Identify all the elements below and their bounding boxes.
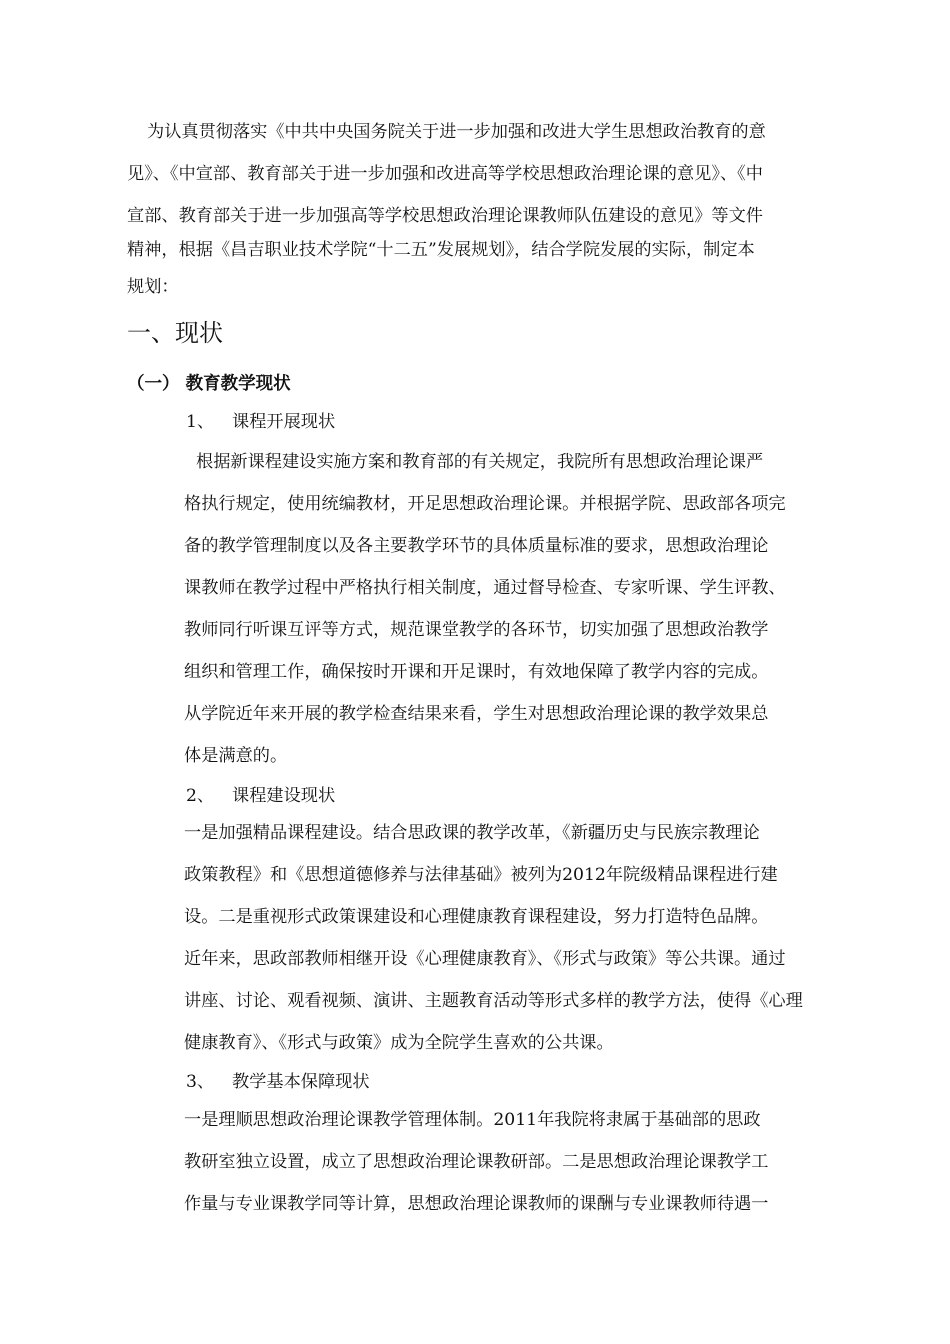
- paragraph-line: 格执行规定，使用统编教材，开足思想政治理论课。并根据学院、思政部各项完: [184, 494, 786, 514]
- paragraph-line: 组织和管理工作，确保按时开课和开足课时，有效地保障了教学内容的完成。: [184, 662, 769, 682]
- section-number: 3、: [186, 1072, 215, 1092]
- section-heading: [186, 784, 335, 808]
- paragraph-line: 教师同行听课互评等方式，规范课堂教学的各环节，切实加强了思想政治教学: [184, 620, 769, 640]
- intro-line: 为认真贯彻落实《中共中央国务院关于进一步加强和改进大学生思想政治教育的意: [147, 122, 766, 142]
- section-heading: [186, 410, 335, 434]
- paragraph-line: 作量与专业课教学同等计算，思想政治理论课教师的课酬与专业课教师待遇一: [184, 1194, 769, 1214]
- paragraph-line: 一是理顺思想政治理论课教学管理体制。2011年我院将隶属于基础部的思政: [184, 1110, 761, 1130]
- paragraph-line: 健康教育》、《形式与政策》成为全院学生喜欢的公共课。: [184, 1033, 614, 1053]
- paragraph-line: 近年来，思政部教师相继开设《心理健康教育》、《形式与政策》等公共课。通过: [184, 949, 786, 969]
- paragraph-line: 设。二是重视形式政策课建设和心理健康教育课程建设，努力打造特色品牌。: [184, 907, 769, 927]
- section-number: 2、: [186, 786, 215, 806]
- heading-teaching-status: （一） 教育教学现状: [127, 374, 291, 394]
- paragraph-line: 一是加强精品课程建设。结合思政课的教学改革，《新疆历史与民族宗教理论: [184, 823, 760, 843]
- paragraph-line: 讲座、讨论、观看视频、演讲、主题教育活动等形式多样的教学方法，使得《心理: [184, 991, 803, 1011]
- paragraph-line: 教研室独立设置，成立了思想政治理论课教研部。二是思想政治理论课教学工: [184, 1152, 769, 1172]
- paragraph-line: 从学院近年来开展的教学检查结果来看，学生对思想政治理论课的教学效果总: [184, 704, 769, 724]
- paragraph-line: 根据新课程建设实施方案和教育部的有关规定，我院所有思想政治理论课严: [196, 452, 764, 472]
- intro-line: 规划：: [127, 277, 179, 297]
- paragraph-line: 课教师在教学过程中严格执行相关制度，通过督导检查、专家听课、学生评教、: [184, 578, 786, 598]
- paragraph-line: 政策教程》和《思想道德修养与法律基础》被列为2012年院级精品课程进行建: [184, 865, 778, 885]
- intro-line: 宣部、教育部关于进一步加强高等学校思想政治理论课教师队伍建设的意见》等文件: [127, 206, 763, 226]
- section-title: 课程开展现状: [232, 412, 336, 432]
- heading-current-status: 一、现状: [127, 319, 223, 347]
- section-title: 教学基本保障现状: [232, 1072, 370, 1092]
- section-title: 课程建设现状: [232, 786, 336, 806]
- intro-line: 见》、《中宣部、教育部关于进一步加强和改进高等学校思想政治理论课的意见》、《中: [127, 164, 763, 184]
- section-number: 1、: [186, 412, 215, 432]
- intro-line: 精神，根据《昌吉职业技术学院“十二五”发展规划》，结合学院发展的实际，制定本: [127, 240, 755, 260]
- paragraph-line: 备的教学管理制度以及各主要教学环节的具体质量标准的要求，思想政治理论: [184, 536, 769, 556]
- section-heading: [186, 1070, 370, 1094]
- paragraph-line: 体是满意的。: [184, 746, 288, 766]
